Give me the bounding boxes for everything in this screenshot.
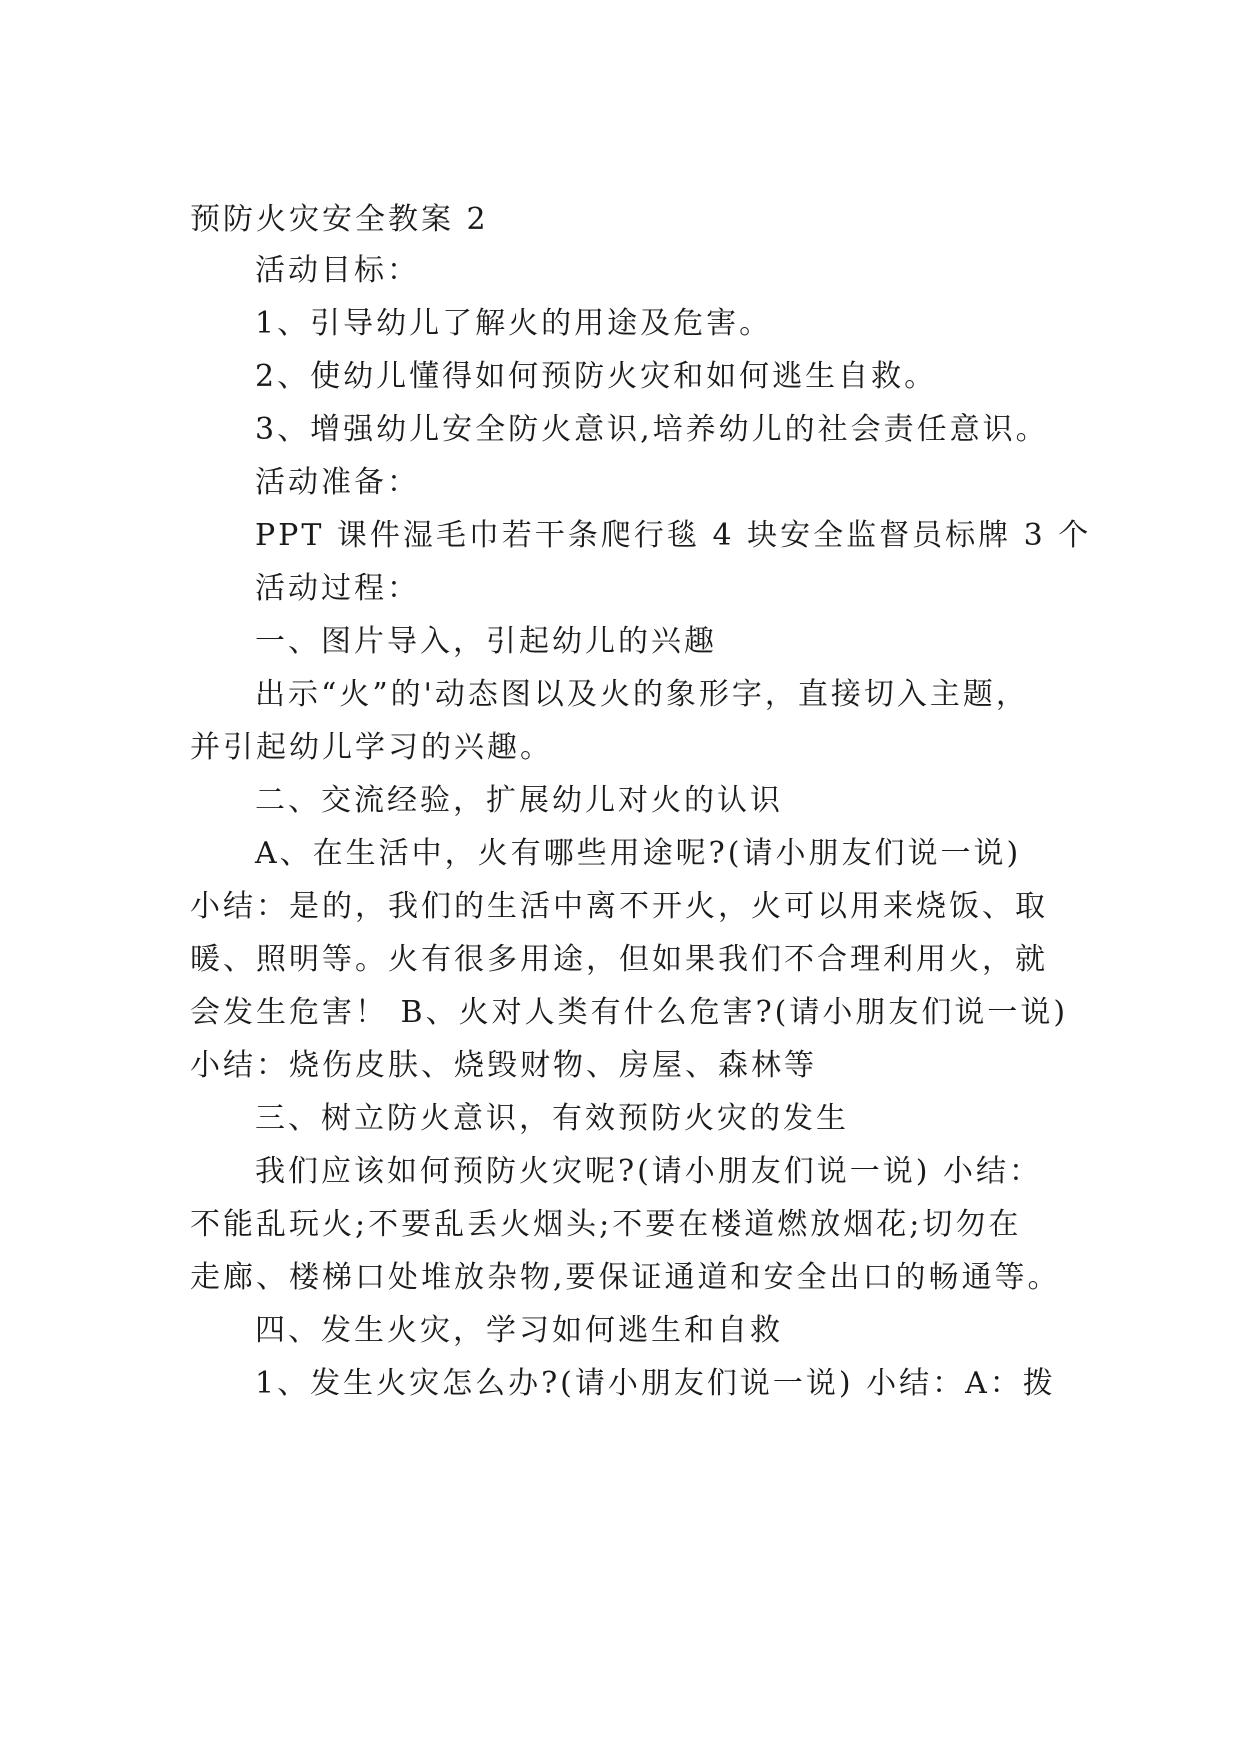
paragraph-line: 一、图片导入，引起幼儿的兴趣 [255,624,717,659]
paragraph-line: 会发生危害！ B、火对人类有什么危害?(请小朋友们说一说) [190,995,1069,1030]
paragraph-line: 不能乱玩火;不要乱丢火烟头;不要在楼道燃放烟花;切勿在 [190,1207,1022,1242]
document-title: 预防火灾安全教案 2 [190,202,489,237]
paragraph-line: 活动过程： [255,571,420,606]
paragraph-line: 小结：烧伤皮肤、烧毁财物、房屋、森林等 [190,1048,817,1083]
paragraph-line: 小结：是的，我们的生活中离不开火，火可以用来烧饭、取 [190,889,1048,924]
paragraph-line: 暖、照明等。火有很多用途，但如果我们不合理利用火，就 [190,942,1048,977]
paragraph-line: 并引起幼儿学习的兴趣。 [190,730,553,765]
paragraph-line: 3、增强幼儿安全防火意识,培养幼儿的社会责任意识。 [255,412,1049,447]
paragraph-line: 走廊、楼梯口处堆放杂物,要保证通道和安全出口的畅通等。 [190,1260,1061,1295]
paragraph-line: 三、树立防火意识，有效预防火灾的发生 [255,1101,849,1136]
paragraph-line: A、在生活中，火有哪些用途呢?(请小朋友们说一说) [255,836,1022,871]
paragraph-line: PPT 课件湿毛巾若干条爬行毯 4 块安全监督员标牌 3 个 [255,518,1092,553]
paragraph-line: 二、交流经验，扩展幼儿对火的认识 [255,783,783,818]
paragraph-line: 活动目标： [255,253,420,288]
paragraph-line: 出示“火”的'动态图以及火的象形字，直接切入主题， [255,677,1029,712]
paragraph-line: 活动准备： [255,465,420,500]
paragraph-line: 1、引导幼儿了解火的用途及危害。 [255,306,773,341]
paragraph-line: 2、使幼儿懂得如何预防火灾和如何逃生自救。 [255,359,938,394]
paragraph-line: 四、发生火灾，学习如何逃生和自救 [255,1313,783,1348]
paragraph-line: 我们应该如何预防火灾呢?(请小朋友们说一说) 小结： [255,1154,1043,1189]
paragraph-line: 1、发生火灾怎么办?(请小朋友们说一说) 小结：A：拨 [255,1366,1056,1401]
